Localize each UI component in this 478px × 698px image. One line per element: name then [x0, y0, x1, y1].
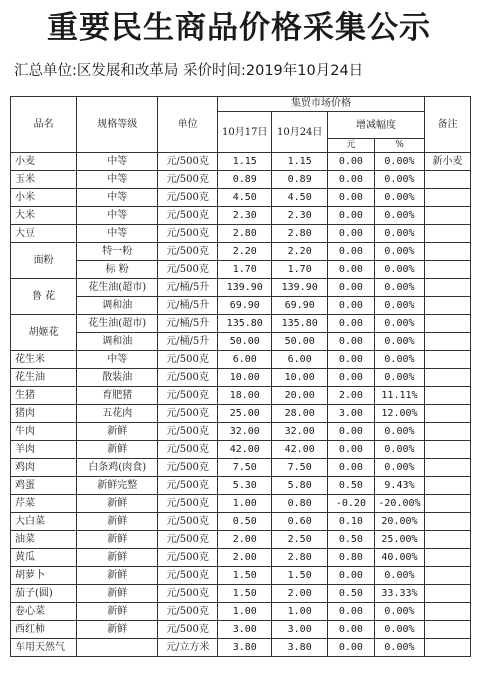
cell-change-pct: 0.00%: [374, 153, 424, 171]
cell-grade: 调和油: [77, 297, 158, 315]
cell-name: 玉米: [11, 171, 77, 189]
cell-grade: 新鲜: [77, 603, 158, 621]
cell-price-oct17: 0.89: [218, 171, 272, 189]
cell-grade: 白条鸡(肉食): [77, 459, 158, 477]
cell-grade: 新鲜: [77, 513, 158, 531]
cell-price-oct17: 3.80: [218, 639, 272, 657]
cell-note: [425, 441, 471, 459]
cell-change-pct: 0.00%: [374, 171, 424, 189]
table-row: [11, 621, 471, 639]
cell-price-oct24: 28.00: [272, 405, 327, 423]
cell-change-pct: 0.00%: [374, 297, 424, 315]
cell-grade: 新鲜: [77, 585, 158, 603]
cell-price-oct17: 5.30: [218, 477, 272, 495]
cell-price-oct17: 10.00: [218, 369, 272, 387]
cell-grade: 散装油: [77, 369, 158, 387]
cell-change-pct: 0.00%: [374, 441, 424, 459]
cell-change-yuan: 0.00: [327, 567, 374, 585]
cell-price-oct24: 2.80: [272, 549, 327, 567]
cell-price-oct17: 6.00: [218, 351, 272, 369]
cell-note: [425, 243, 471, 261]
cell-change-yuan: 0.00: [327, 297, 374, 315]
cell-grade: 新鲜: [77, 495, 158, 513]
cell-change-yuan: 0.10: [327, 513, 374, 531]
cell-price-oct24: 1.50: [272, 567, 327, 585]
cell-grade: 中等: [77, 189, 158, 207]
cell-change-yuan: 0.50: [327, 477, 374, 495]
cell-grade: 新鲜: [77, 621, 158, 639]
cell-name: 大豆: [11, 225, 77, 243]
cell-price-oct24: 50.00: [272, 333, 327, 351]
cell-note: [425, 369, 471, 387]
table-row: [11, 477, 471, 495]
cell-price-oct17: 1.00: [218, 603, 272, 621]
cell-unit: 元/500克: [158, 351, 218, 369]
cell-price-oct17: 1.50: [218, 567, 272, 585]
cell-name: 大白菜: [11, 513, 77, 531]
cell-change-pct: 0.00%: [374, 639, 424, 657]
cell-grade: 中等: [77, 225, 158, 243]
cell-change-pct: 40.00%: [374, 549, 424, 567]
price-table: [10, 96, 471, 657]
cell-grade: 新鲜: [77, 549, 158, 567]
cell-price-oct24: 4.50: [272, 189, 327, 207]
cell-name: 花生油: [11, 369, 77, 387]
table-row: [11, 405, 471, 423]
cell-grade: 新鲜: [77, 531, 158, 549]
header-market-price: 集贸市场价格: [218, 97, 425, 112]
cell-note: [425, 261, 471, 279]
cell-change-pct: 11.11%: [374, 387, 424, 405]
table-row: [11, 225, 471, 243]
cell-grade: 花生油(超市): [77, 279, 158, 297]
cell-change-yuan: 0.00: [327, 369, 374, 387]
cell-change-pct: 33.33%: [374, 585, 424, 603]
cell-price-oct17: 18.00: [218, 387, 272, 405]
cell-price-oct24: 139.90: [272, 279, 327, 297]
cell-grade: 中等: [77, 207, 158, 225]
cell-price-oct24: 2.20: [272, 243, 327, 261]
table-row: [11, 603, 471, 621]
cell-change-yuan: 0.00: [327, 333, 374, 351]
cell-price-oct17: 3.00: [218, 621, 272, 639]
cell-grade: 新鲜: [77, 423, 158, 441]
cell-grade: 新鲜完整: [77, 477, 158, 495]
cell-unit: 元/500克: [158, 531, 218, 549]
cell-unit: 元/500克: [158, 585, 218, 603]
cell-price-oct24: 0.89: [272, 171, 327, 189]
cell-change-yuan: 0.00: [327, 153, 374, 171]
cell-note: [425, 603, 471, 621]
cell-unit: 元/桶/5升: [158, 333, 218, 351]
cell-change-pct: 0.00%: [374, 351, 424, 369]
cell-price-oct17: 7.50: [218, 459, 272, 477]
cell-name: 鲁 花: [11, 279, 77, 315]
header-change-pct: %: [374, 139, 424, 153]
page-subtitle: 汇总单位:区发展和改革局 采价时间:2019年10月24日: [14, 63, 364, 79]
cell-price-oct17: 0.50: [218, 513, 272, 531]
cell-price-oct17: 4.50: [218, 189, 272, 207]
header-date-2: 10月24日: [272, 112, 327, 153]
cell-price-oct17: 69.90: [218, 297, 272, 315]
cell-change-pct: 0.00%: [374, 261, 424, 279]
cell-change-yuan: 0.00: [327, 207, 374, 225]
cell-grade: 五花肉: [77, 405, 158, 423]
cell-price-oct24: 32.00: [272, 423, 327, 441]
cell-price-oct24: 69.90: [272, 297, 327, 315]
cell-change-pct: 12.00%: [374, 405, 424, 423]
cell-change-yuan: -0.20: [327, 495, 374, 513]
cell-name: 鸡蛋: [11, 477, 77, 495]
table-row: [11, 387, 471, 405]
cell-change-pct: 0.00%: [374, 459, 424, 477]
cell-unit: 元/500克: [158, 477, 218, 495]
cell-change-yuan: 3.00: [327, 405, 374, 423]
table-row: [11, 207, 471, 225]
cell-unit: 元/500克: [158, 207, 218, 225]
cell-unit: 元/500克: [158, 549, 218, 567]
cell-change-yuan: 0.00: [327, 423, 374, 441]
cell-change-yuan: 0.00: [327, 171, 374, 189]
cell-name: 大米: [11, 207, 77, 225]
cell-grade: 新鲜: [77, 441, 158, 459]
cell-price-oct24: 2.80: [272, 225, 327, 243]
cell-change-yuan: 0.50: [327, 531, 374, 549]
cell-price-oct17: 1.70: [218, 261, 272, 279]
cell-change-pct: 0.00%: [374, 207, 424, 225]
cell-price-oct24: 0.80: [272, 495, 327, 513]
table-row: [11, 549, 471, 567]
table-row: [11, 495, 471, 513]
cell-change-pct: 0.00%: [374, 189, 424, 207]
cell-change-yuan: 0.50: [327, 585, 374, 603]
cell-change-pct: 0.00%: [374, 369, 424, 387]
cell-name: 油菜: [11, 531, 77, 549]
cell-price-oct17: 50.00: [218, 333, 272, 351]
cell-name: 黄瓜: [11, 549, 77, 567]
cell-unit: 元/立方米: [158, 639, 218, 657]
cell-note: [425, 315, 471, 333]
table-row: [11, 531, 471, 549]
cell-name: 生猪: [11, 387, 77, 405]
cell-note: 新小麦: [425, 153, 471, 171]
cell-note: [425, 621, 471, 639]
table-row: [11, 441, 471, 459]
cell-note: [425, 567, 471, 585]
cell-name: 猪肉: [11, 405, 77, 423]
cell-price-oct24: 10.00: [272, 369, 327, 387]
table-row: [11, 333, 471, 351]
cell-price-oct24: 6.00: [272, 351, 327, 369]
cell-unit: 元/500克: [158, 513, 218, 531]
cell-change-pct: -20.00%: [374, 495, 424, 513]
cell-note: [425, 297, 471, 315]
cell-note: [425, 405, 471, 423]
cell-change-yuan: 0.00: [327, 261, 374, 279]
cell-unit: 元/500克: [158, 567, 218, 585]
cell-name: 胡萝卜: [11, 567, 77, 585]
cell-grade: 中等: [77, 351, 158, 369]
cell-price-oct17: 32.00: [218, 423, 272, 441]
cell-unit: 元/500克: [158, 369, 218, 387]
cell-change-pct: 0.00%: [374, 315, 424, 333]
table-row: [11, 315, 471, 333]
cell-price-oct24: 1.15: [272, 153, 327, 171]
cell-price-oct17: 2.20: [218, 243, 272, 261]
cell-price-oct24: 1.70: [272, 261, 327, 279]
header-change: 增减幅度: [327, 112, 424, 139]
cell-change-pct: 20.00%: [374, 513, 424, 531]
cell-note: [425, 351, 471, 369]
cell-grade: 中等: [77, 171, 158, 189]
table-row: [11, 171, 471, 189]
cell-unit: 元/500克: [158, 153, 218, 171]
cell-change-yuan: 0.00: [327, 279, 374, 297]
cell-unit: 元/桶/5升: [158, 315, 218, 333]
cell-name: 小麦: [11, 153, 77, 171]
table-row: [11, 369, 471, 387]
header-change-yuan: 元: [327, 139, 374, 153]
cell-note: [425, 639, 471, 657]
header-row: [11, 97, 471, 112]
table-row: [11, 297, 471, 315]
cell-unit: 元/500克: [158, 261, 218, 279]
cell-price-oct17: 2.30: [218, 207, 272, 225]
cell-change-pct: 0.00%: [374, 603, 424, 621]
cell-price-oct24: 42.00: [272, 441, 327, 459]
cell-price-oct17: 2.00: [218, 531, 272, 549]
table-row: [11, 261, 471, 279]
cell-grade: 特一粉: [77, 243, 158, 261]
cell-note: [425, 207, 471, 225]
table-row: [11, 153, 471, 171]
cell-unit: 元/500克: [158, 225, 218, 243]
cell-price-oct24: 135.80: [272, 315, 327, 333]
cell-name: 面粉: [11, 243, 77, 279]
cell-change-pct: 0.00%: [374, 621, 424, 639]
cell-change-yuan: 0.00: [327, 639, 374, 657]
header-date-1: 10月17日: [218, 112, 272, 153]
cell-change-yuan: 0.00: [327, 459, 374, 477]
cell-change-yuan: 0.00: [327, 621, 374, 639]
cell-note: [425, 423, 471, 441]
header-unit: 单位: [158, 97, 218, 153]
cell-note: [425, 531, 471, 549]
cell-change-yuan: 0.00: [327, 441, 374, 459]
cell-unit: 元/桶/5升: [158, 279, 218, 297]
cell-change-pct: 0.00%: [374, 243, 424, 261]
table-row: [11, 423, 471, 441]
cell-note: [425, 585, 471, 603]
table-row: [11, 279, 471, 297]
cell-change-pct: 0.00%: [374, 567, 424, 585]
cell-grade: 育肥猪: [77, 387, 158, 405]
cell-change-pct: 0.00%: [374, 333, 424, 351]
cell-note: [425, 477, 471, 495]
cell-name: 胡姬花: [11, 315, 77, 351]
cell-price-oct24: 3.80: [272, 639, 327, 657]
cell-price-oct17: 25.00: [218, 405, 272, 423]
cell-unit: 元/500克: [158, 423, 218, 441]
cell-name: 卷心菜: [11, 603, 77, 621]
cell-price-oct24: 2.30: [272, 207, 327, 225]
cell-note: [425, 459, 471, 477]
cell-change-yuan: 0.00: [327, 603, 374, 621]
cell-note: [425, 513, 471, 531]
cell-unit: 元/500克: [158, 621, 218, 639]
cell-price-oct17: 139.90: [218, 279, 272, 297]
cell-price-oct17: 135.80: [218, 315, 272, 333]
cell-grade: 新鲜: [77, 567, 158, 585]
cell-price-oct24: 20.00: [272, 387, 327, 405]
cell-name: 羊肉: [11, 441, 77, 459]
cell-change-pct: 0.00%: [374, 225, 424, 243]
header-note: 备注: [425, 97, 471, 153]
table-row: [11, 459, 471, 477]
cell-change-yuan: 0.00: [327, 315, 374, 333]
cell-name: 芹菜: [11, 495, 77, 513]
cell-grade: 中等: [77, 153, 158, 171]
cell-grade: 调和油: [77, 333, 158, 351]
cell-name: 花生米: [11, 351, 77, 369]
cell-name: 西红柿: [11, 621, 77, 639]
cell-change-pct: 0.00%: [374, 279, 424, 297]
header-name: 品名: [11, 97, 77, 153]
table-row: [11, 243, 471, 261]
cell-price-oct24: 2.00: [272, 585, 327, 603]
cell-note: [425, 225, 471, 243]
page-title: 重要民生商品价格采集公示: [47, 10, 431, 46]
table-row: [11, 585, 471, 603]
cell-name: 牛肉: [11, 423, 77, 441]
cell-unit: 元/500克: [158, 387, 218, 405]
cell-note: [425, 189, 471, 207]
cell-price-oct24: 2.50: [272, 531, 327, 549]
cell-change-yuan: 0.00: [327, 351, 374, 369]
header-grade: 规格等级: [77, 97, 158, 153]
cell-change-yuan: 0.00: [327, 225, 374, 243]
cell-note: [425, 387, 471, 405]
cell-note: [425, 279, 471, 297]
cell-change-yuan: 0.00: [327, 243, 374, 261]
cell-grade: 花生油(超市): [77, 315, 158, 333]
cell-grade: 标 粉: [77, 261, 158, 279]
cell-price-oct24: 7.50: [272, 459, 327, 477]
cell-change-yuan: 0.80: [327, 549, 374, 567]
table-row: [11, 567, 471, 585]
cell-change-pct: 9.43%: [374, 477, 424, 495]
cell-unit: 元/500克: [158, 459, 218, 477]
cell-grade: [77, 639, 158, 657]
cell-price-oct17: 2.00: [218, 549, 272, 567]
cell-note: [425, 333, 471, 351]
cell-price-oct17: 42.00: [218, 441, 272, 459]
cell-unit: 元/500克: [158, 171, 218, 189]
cell-note: [425, 171, 471, 189]
cell-name: 小米: [11, 189, 77, 207]
cell-name: 茄子(圆): [11, 585, 77, 603]
cell-change-yuan: 0.00: [327, 189, 374, 207]
cell-unit: 元/500克: [158, 603, 218, 621]
cell-unit: 元/500克: [158, 189, 218, 207]
cell-price-oct17: 2.80: [218, 225, 272, 243]
table-row: [11, 639, 471, 657]
table-row: [11, 189, 471, 207]
table-row: [11, 351, 471, 369]
cell-unit: 元/桶/5升: [158, 297, 218, 315]
cell-change-pct: 0.00%: [374, 423, 424, 441]
cell-unit: 元/500克: [158, 243, 218, 261]
cell-unit: 元/500克: [158, 495, 218, 513]
price-table-body: [11, 153, 471, 657]
cell-note: [425, 549, 471, 567]
cell-price-oct17: 1.50: [218, 585, 272, 603]
cell-price-oct24: 5.80: [272, 477, 327, 495]
cell-change-pct: 25.00%: [374, 531, 424, 549]
cell-price-oct24: 3.00: [272, 621, 327, 639]
cell-price-oct24: 0.60: [272, 513, 327, 531]
cell-price-oct17: 1.15: [218, 153, 272, 171]
cell-change-yuan: 2.00: [327, 387, 374, 405]
cell-note: [425, 495, 471, 513]
cell-name: 车用天然气: [11, 639, 77, 657]
table-row: [11, 513, 471, 531]
cell-price-oct24: 1.00: [272, 603, 327, 621]
cell-price-oct17: 1.00: [218, 495, 272, 513]
cell-unit: 元/500克: [158, 405, 218, 423]
cell-name: 鸡肉: [11, 459, 77, 477]
cell-unit: 元/500克: [158, 441, 218, 459]
